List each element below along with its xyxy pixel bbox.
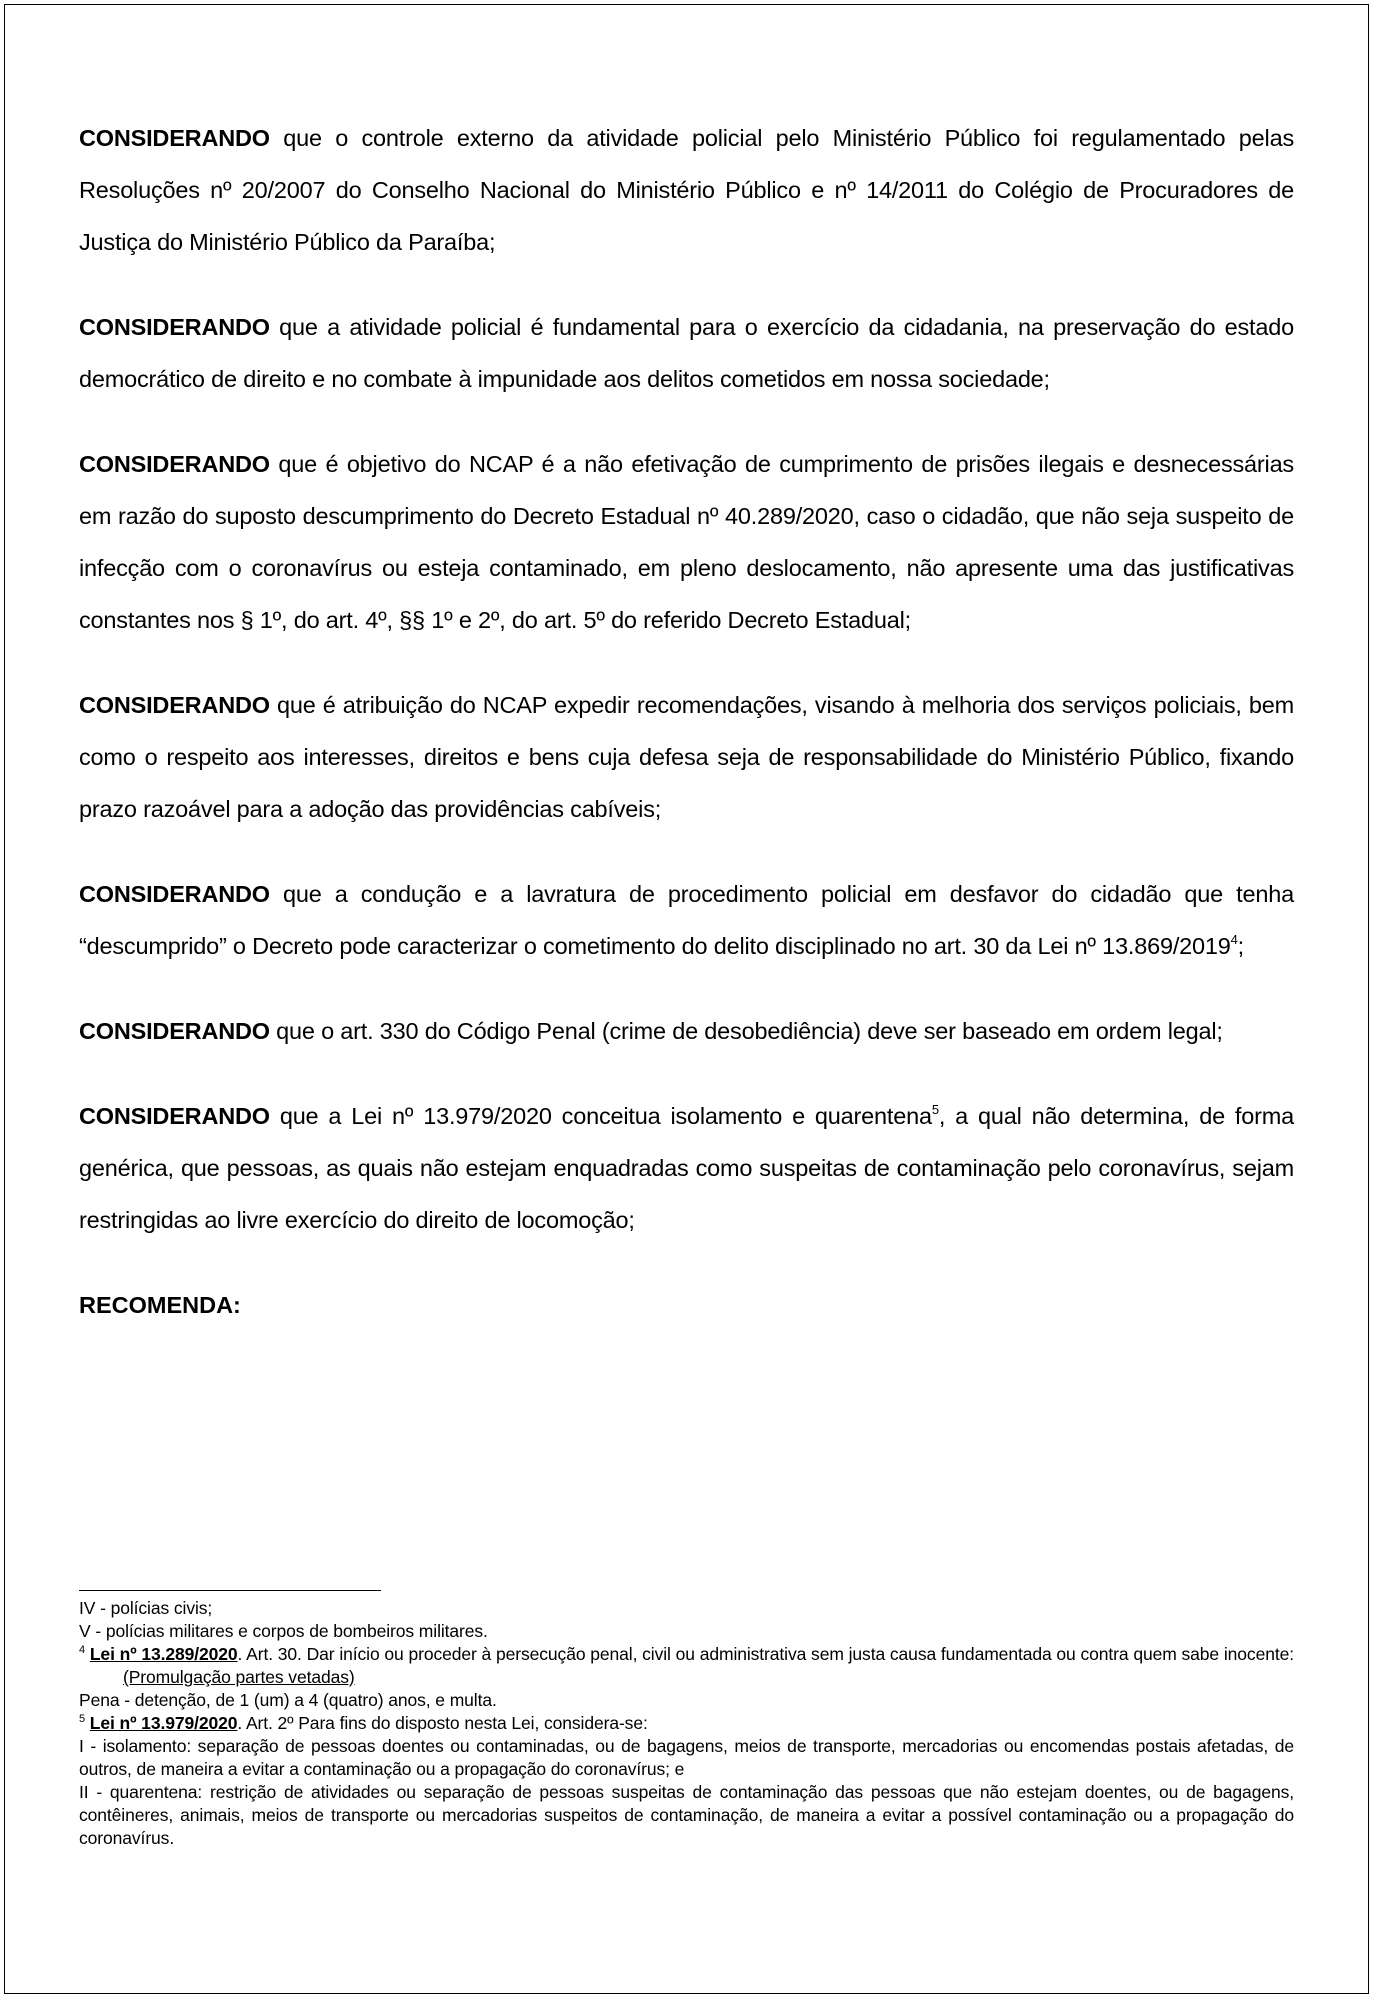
paragraph-text: que o controle externo da atividade policial pelo Ministério Público foi regulamentado pelas Resoluções nº 20/2007 do Conselho Nacional do Ministério Público e nº 14/2011 do Colégio de Procuradores de Justiça do Ministério Público da Paraíba; — [79, 125, 1294, 255]
footnote-5-item-isolamento: I - isolamento: separação de pessoas doentes ou contaminadas, ou de bagagens, meios de transporte, mercadorias ou encomendas postais afetadas, de outros, de maneira a evitar a contaminação ou a propagação do coronavírus; e — [79, 1736, 1294, 1779]
paragraph-considerando-7 — [79, 1090, 1294, 1246]
footnote-continuation-v: V - polícias militares e corpos de bombeiros militares. — [79, 1621, 488, 1641]
paragraph-considerando-4 — [79, 679, 1294, 835]
paragraph-text: que o art. 330 do Código Penal (crime de desobediência) deve ser baseado em ordem legal; — [269, 1018, 1223, 1044]
paragraph-tail: ; — [1237, 933, 1245, 959]
considerando-label: CONSIDERANDO — [79, 881, 270, 907]
paragraph-considerando-2 — [79, 301, 1294, 405]
footnote-4-penalty: Pena - detenção, de 1 (um) a 4 (quatro) anos, e multa. — [79, 1690, 497, 1710]
considerando-label: CONSIDERANDO — [79, 692, 270, 718]
considerando-label: CONSIDERANDO — [79, 125, 270, 151]
footnote-5 — [79, 1712, 1294, 1735]
considerando-label: CONSIDERANDO — [79, 314, 270, 340]
footnote-continuation-iv: IV - polícias civis; — [79, 1598, 213, 1618]
paragraph-considerando-5 — [79, 868, 1294, 972]
footnote-4-mark: 4 — [79, 1644, 86, 1656]
considerando-label: CONSIDERANDO — [79, 451, 270, 477]
paragraph-text: que é objetivo do NCAP é a não efetivação de cumprimento de prisões ilegais e desnecessárias em razão do suposto descumprimento do Decreto Estadual nº 40.289/2020, caso o cidadão, que não seja suspeito de infecção com o coronavírus ou esteja contaminado, em pleno deslocamento, não apresente uma das justificativas constantes nos § 1º, do art. 4º, §§ 1º e 2º, do art. 5º do referido Decreto Estadual; — [79, 451, 1294, 633]
footnote-4-text: . Art. 30. Dar início ou proceder à persecução penal, civil ou administrativa sem justa causa fundamentada ou contra quem sabe inocente: — [237, 1644, 1294, 1664]
paragraph-considerando-3 — [79, 438, 1294, 646]
footnotes-section — [79, 1590, 1294, 1850]
paragraph-text: que a condução e a lavratura de procedimento policial em desfavor do cidadão que tenha “descumprido” o Decreto pode caracterizar o cometimento do delito disciplinado no art. 30 da Lei nº 13.869/2019 — [79, 881, 1294, 959]
footnote-ref-5[interactable]: 5 — [931, 1102, 939, 1117]
paragraph-considerando-1 — [79, 112, 1294, 268]
recomenda-heading: RECOMENDA: — [79, 1292, 241, 1318]
footnote-5-law-link[interactable]: Lei nº 13.979/2020 — [89, 1713, 238, 1733]
document-body — [79, 112, 1294, 1331]
paragraph-tail: , a qual não determina, de forma genérica, que pessoas, as quais não estejam enquadradas como suspeitas de contaminação pelo coronavírus, sejam restringidas ao livre exercício do direito de locomoção; — [79, 1103, 1294, 1233]
footnote-4 — [79, 1643, 1294, 1689]
footnote-5-item-quarentena: II - quarentena: restrição de atividades ou separação de pessoas suspeitas de contaminação das pessoas que não estejam doentes, ou de bagagens, contêineres, animais, meios de transporte ou mercadorias suspeitos de contaminação, de maneira a evitar a possível contaminação ou a propagação do coronavírus. — [79, 1782, 1294, 1848]
paragraph-text: que a Lei nº 13.979/2020 conceitua isolamento e quarentena — [269, 1103, 932, 1129]
footnote-4-law-link[interactable]: Lei nº 13.289/2020 — [89, 1644, 238, 1664]
paragraph-text: que é atribuição do NCAP expedir recomendações, visando à melhoria dos serviços policiais, bem como o respeito aos interesses, direitos e bens cuja defesa seja de responsabilidade do Ministério Público, fixando prazo razoável para a adoção das providências cabíveis; — [79, 692, 1294, 822]
footnote-separator — [79, 1590, 381, 1591]
footnote-5-mark: 5 — [79, 1713, 86, 1725]
paragraph-text: que a atividade policial é fundamental para o exercício da cidadania, na preservação do estado democrático de direito e no combate à impunidade aos delitos cometidos em nossa sociedade; — [79, 314, 1294, 392]
promulgacao-link[interactable]: (Promulgação partes vetadas) — [123, 1667, 355, 1687]
considerando-label: CONSIDERANDO — [79, 1018, 270, 1044]
paragraph-considerando-6 — [79, 1005, 1294, 1057]
considerando-label: CONSIDERANDO — [79, 1103, 270, 1129]
footnote-ref-4[interactable]: 4 — [1230, 932, 1238, 947]
footnote-5-text: . Art. 2º Para fins do disposto nesta Lei, considera-se: — [237, 1713, 648, 1733]
